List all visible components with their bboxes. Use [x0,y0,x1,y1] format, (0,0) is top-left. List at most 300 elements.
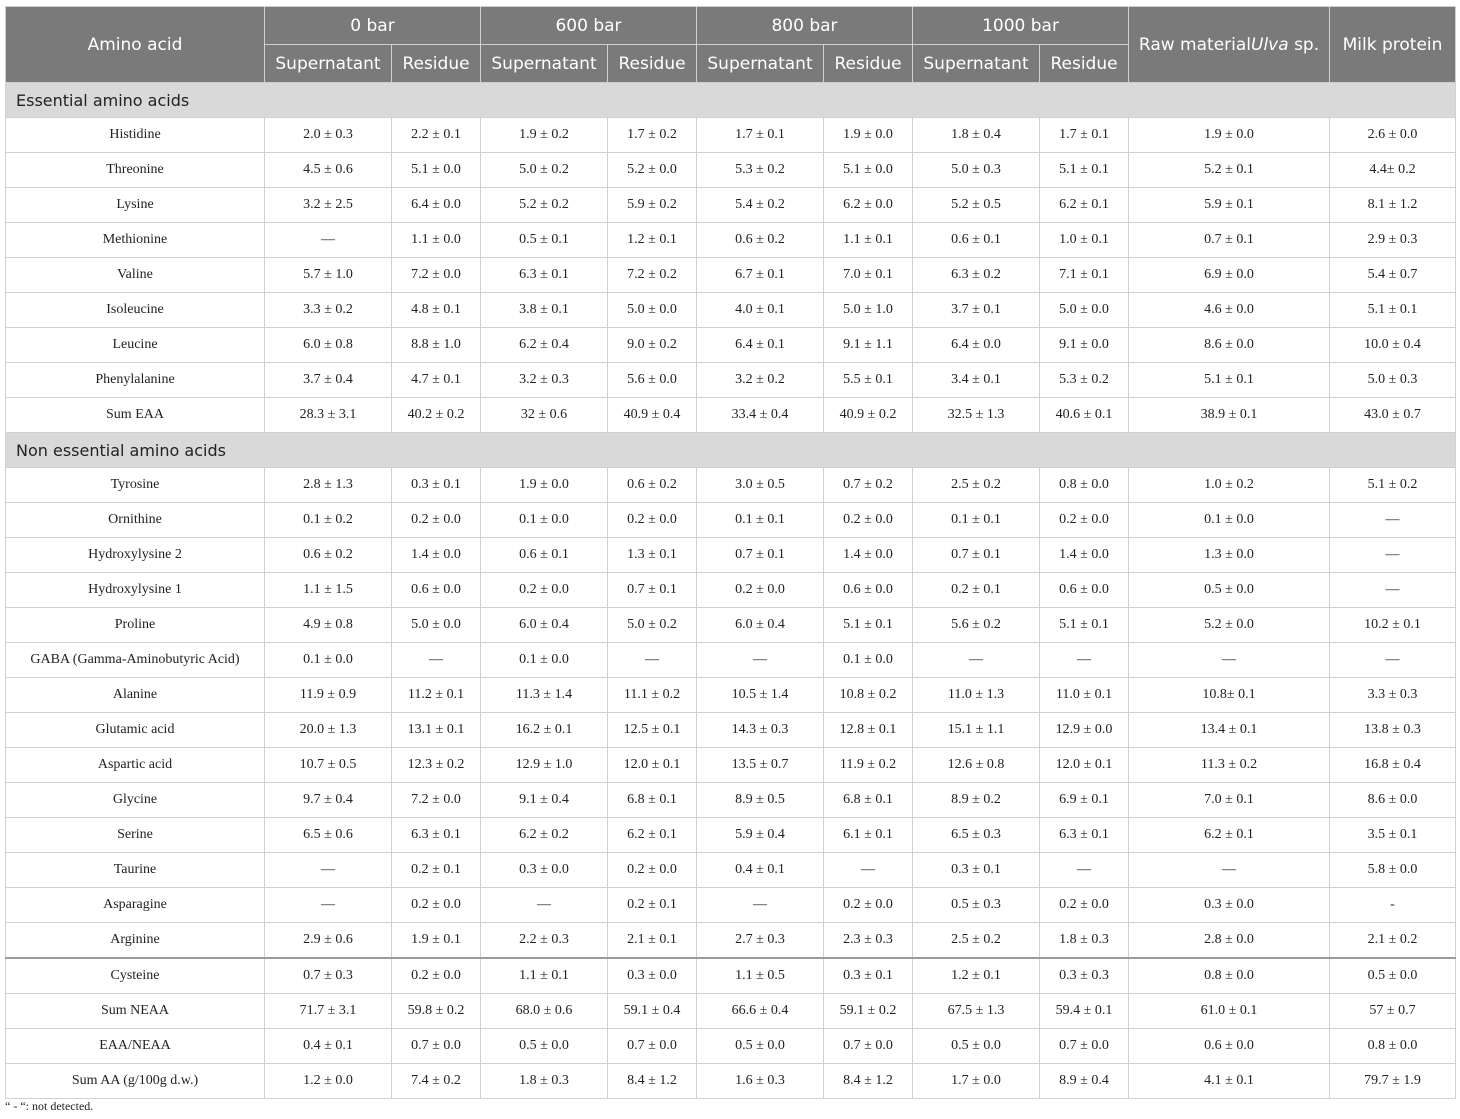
value-cell: 8.9 ± 0.2 [913,783,1040,818]
value-cell: 71.7 ± 3.1 [265,994,392,1029]
value-cell: 4.0 ± 0.1 [697,293,824,328]
value-cell: 14.3 ± 0.3 [697,713,824,748]
value-cell: — [824,853,913,888]
value-cell: 20.0 ± 1.3 [265,713,392,748]
value-cell: 6.0 ± 0.4 [481,608,608,643]
value-cell: 2.6 ± 0.0 [1330,118,1456,153]
amino-acid-name-cell: Asparagine [6,888,265,923]
value-cell: 5.3 ± 0.2 [1040,363,1129,398]
value-cell: 11.2 ± 0.1 [392,678,481,713]
value-cell: 13.1 ± 0.1 [392,713,481,748]
amino-acid-name-cell: Isoleucine [6,293,265,328]
value-cell: 10.0 ± 0.4 [1330,328,1456,363]
header-supernatant: Supernatant [913,45,1040,83]
value-cell: 0.7 ± 0.1 [1129,223,1330,258]
value-cell: 0.7 ± 0.2 [824,468,913,503]
value-cell: 6.2 ± 0.1 [1129,818,1330,853]
value-cell: 0.6 ± 0.0 [824,573,913,608]
value-cell: 0.1 ± 0.0 [1129,503,1330,538]
value-cell: 6.2 ± 0.0 [824,188,913,223]
table-row [6,888,1456,923]
value-cell: 2.5 ± 0.2 [913,468,1040,503]
value-cell: 13.4 ± 0.1 [1129,713,1330,748]
amino-acid-name-cell: EAA/NEAA [6,1029,265,1064]
amino-acid-name-cell: Sum EAA [6,398,265,433]
value-cell: 7.0 ± 0.1 [824,258,913,293]
value-cell: 2.3 ± 0.3 [824,923,913,959]
value-cell: 2.0 ± 0.3 [265,118,392,153]
value-cell: 11.3 ± 0.2 [1129,748,1330,783]
value-cell: 11.9 ± 0.9 [265,678,392,713]
value-cell: 0.2 ± 0.0 [392,958,481,994]
value-cell: 79.7 ± 1.9 [1330,1064,1456,1099]
value-cell: 5.6 ± 0.2 [913,608,1040,643]
value-cell: — [913,643,1040,678]
value-cell: 5.1 ± 0.0 [824,153,913,188]
value-cell: 5.2 ± 0.5 [913,188,1040,223]
value-cell: 5.2 ± 0.1 [1129,153,1330,188]
amino-acid-name-cell: Hydroxylysine 2 [6,538,265,573]
value-cell: 3.7 ± 0.4 [265,363,392,398]
value-cell: 0.2 ± 0.1 [392,853,481,888]
value-cell: 9.1 ± 0.4 [481,783,608,818]
value-cell: 5.1 ± 0.1 [1040,153,1129,188]
value-cell: 13.5 ± 0.7 [697,748,824,783]
value-cell: 6.7 ± 0.1 [697,258,824,293]
value-cell: 5.4 ± 0.7 [1330,258,1456,293]
value-cell: 0.5 ± 0.0 [481,1029,608,1064]
value-cell: 0.5 ± 0.3 [913,888,1040,923]
value-cell: 0.4 ± 0.1 [265,1029,392,1064]
value-cell: 4.8 ± 0.1 [392,293,481,328]
value-cell: 1.9 ± 0.0 [481,468,608,503]
value-cell: 0.2 ± 0.0 [608,853,697,888]
value-cell: 10.7 ± 0.5 [265,748,392,783]
value-cell: 5.0 ± 1.0 [824,293,913,328]
value-cell: 7.0 ± 0.1 [1129,783,1330,818]
value-cell: 7.4 ± 0.2 [392,1064,481,1099]
value-cell: 8.4 ± 1.2 [824,1064,913,1099]
table-row [6,398,1456,433]
value-cell: 3.2 ± 2.5 [265,188,392,223]
value-cell: 9.1 ± 0.0 [1040,328,1129,363]
value-cell: 1.8 ± 0.3 [481,1064,608,1099]
header-raw-genus: Ulva [1251,34,1289,55]
value-cell: 6.4 ± 0.0 [913,328,1040,363]
value-cell: 59.1 ± 0.2 [824,994,913,1029]
value-cell: 1.9 ± 0.1 [392,923,481,959]
header-residue: Residue [1040,45,1129,83]
value-cell: 6.9 ± 0.1 [1040,783,1129,818]
amino-acid-name-cell: Proline [6,608,265,643]
value-cell: 2.1 ± 0.2 [1330,923,1456,959]
value-cell: — [1129,853,1330,888]
value-cell: 1.9 ± 0.0 [824,118,913,153]
value-cell: 16.2 ± 0.1 [481,713,608,748]
value-cell: 66.6 ± 0.4 [697,994,824,1029]
header-residue: Residue [824,45,913,83]
header-supernatant: Supernatant [481,45,608,83]
value-cell: 6.3 ± 0.1 [392,818,481,853]
value-cell: 3.2 ± 0.3 [481,363,608,398]
value-cell: 61.0 ± 0.1 [1129,994,1330,1029]
value-cell: 12.6 ± 0.8 [913,748,1040,783]
value-cell: 5.2 ± 0.2 [481,188,608,223]
value-cell: 6.9 ± 0.0 [1129,258,1330,293]
value-cell: 10.8± 0.1 [1129,678,1330,713]
value-cell: 11.0 ± 1.3 [913,678,1040,713]
value-cell: 12.9 ± 0.0 [1040,713,1129,748]
value-cell: 12.0 ± 0.1 [608,748,697,783]
value-cell: 0.1 ± 0.0 [481,503,608,538]
value-cell: 4.4± 0.2 [1330,153,1456,188]
value-cell: 0.5 ± 0.0 [697,1029,824,1064]
value-cell: 5.1 ± 0.1 [824,608,913,643]
value-cell: 7.2 ± 0.0 [392,258,481,293]
value-cell: 1.6 ± 0.3 [697,1064,824,1099]
header-raw-suffix: sp. [1288,34,1320,55]
value-cell: 0.2 ± 0.0 [824,888,913,923]
value-cell: 0.7 ± 0.0 [824,1029,913,1064]
value-cell: 0.8 ± 0.0 [1330,1029,1456,1064]
value-cell: 12.8 ± 0.1 [824,713,913,748]
amino-acid-table-container [5,6,1455,1099]
value-cell: 0.2 ± 0.0 [481,573,608,608]
value-cell: 0.2 ± 0.0 [1040,503,1129,538]
value-cell: 15.1 ± 1.1 [913,713,1040,748]
value-cell: 6.5 ± 0.3 [913,818,1040,853]
value-cell: — [481,888,608,923]
value-cell: — [1330,573,1456,608]
table-body [6,83,1456,1099]
table-row [6,258,1456,293]
value-cell: 0.1 ± 0.1 [913,503,1040,538]
value-cell: 0.5 ± 0.1 [481,223,608,258]
table-row [6,713,1456,748]
value-cell: — [608,643,697,678]
value-cell: 10.2 ± 0.1 [1330,608,1456,643]
value-cell: 40.2 ± 0.2 [392,398,481,433]
table-row [6,853,1456,888]
value-cell: 2.2 ± 0.1 [392,118,481,153]
value-cell: 3.8 ± 0.1 [481,293,608,328]
header-supernatant: Supernatant [265,45,392,83]
value-cell: 5.0 ± 0.0 [1040,293,1129,328]
value-cell: 6.2 ± 0.2 [481,818,608,853]
table-row [6,538,1456,573]
table-row [6,188,1456,223]
value-cell: 12.3 ± 0.2 [392,748,481,783]
value-cell: 3.7 ± 0.1 [913,293,1040,328]
header-0-bar: 0 bar [265,7,481,45]
amino-acid-name-cell: Tyrosine [6,468,265,503]
value-cell: — [265,853,392,888]
value-cell: 4.9 ± 0.8 [265,608,392,643]
table-row [6,1029,1456,1064]
value-cell: 32 ± 0.6 [481,398,608,433]
value-cell: 6.5 ± 0.6 [265,818,392,853]
value-cell: 6.0 ± 0.4 [697,608,824,643]
value-cell: 0.8 ± 0.0 [1129,958,1330,994]
value-cell: 0.3 ± 0.0 [1129,888,1330,923]
amino-acid-name-cell: Histidine [6,118,265,153]
value-cell: 7.2 ± 0.0 [392,783,481,818]
value-cell: 0.3 ± 0.1 [824,958,913,994]
value-cell: 1.9 ± 0.0 [1129,118,1330,153]
header-raw-prefix: Raw material [1138,34,1252,55]
value-cell: 59.1 ± 0.4 [608,994,697,1029]
value-cell: 0.7 ± 0.0 [392,1029,481,1064]
value-cell: 67.5 ± 1.3 [913,994,1040,1029]
header-800-bar: 800 bar [697,7,913,45]
amino-acid-name-cell: Cysteine [6,958,265,994]
value-cell: 2.8 ± 0.0 [1129,923,1330,959]
value-cell: 0.1 ± 0.0 [481,643,608,678]
value-cell: 2.1 ± 0.1 [608,923,697,959]
value-cell: 8.9 ± 0.4 [1040,1064,1129,1099]
value-cell: 0.3 ± 0.1 [392,468,481,503]
value-cell: 2.5 ± 0.2 [913,923,1040,959]
amino-acid-name-cell: Lysine [6,188,265,223]
value-cell: 5.5 ± 0.1 [824,363,913,398]
value-cell: 11.1 ± 0.2 [608,678,697,713]
value-cell: 1.7 ± 0.2 [608,118,697,153]
value-cell: 3.0 ± 0.5 [697,468,824,503]
table-row [6,994,1456,1029]
value-cell: 2.8 ± 1.3 [265,468,392,503]
value-cell: 5.1 ± 0.1 [1040,608,1129,643]
value-cell: 2.2 ± 0.3 [481,923,608,959]
value-cell: 5.0 ± 0.2 [608,608,697,643]
amino-acid-name-cell: Ornithine [6,503,265,538]
value-cell: 5.9 ± 0.4 [697,818,824,853]
value-cell: — [1129,643,1330,678]
value-cell: 6.8 ± 0.1 [608,783,697,818]
amino-acid-name-cell: Phenylalanine [6,363,265,398]
amino-acid-name-cell: GABA (Gamma-Aminobutyric Acid) [6,643,265,678]
value-cell: — [697,888,824,923]
value-cell: 1.3 ± 0.1 [608,538,697,573]
value-cell: 5.0 ± 0.3 [1330,363,1456,398]
table-row [6,293,1456,328]
value-cell: 0.7 ± 0.1 [913,538,1040,573]
header-raw-material [1129,7,1330,83]
amino-acid-name-cell: Valine [6,258,265,293]
value-cell: 8.4 ± 1.2 [608,1064,697,1099]
table-row [6,118,1456,153]
value-cell: 57 ± 0.7 [1330,994,1456,1029]
value-cell: 28.3 ± 3.1 [265,398,392,433]
value-cell: 0.2 ± 0.0 [1040,888,1129,923]
value-cell: 1.7 ± 0.0 [913,1064,1040,1099]
value-cell: 32.5 ± 1.3 [913,398,1040,433]
value-cell: 0.6 ± 0.0 [1040,573,1129,608]
amino-acid-name-cell: Hydroxylysine 1 [6,573,265,608]
value-cell: 0.2 ± 0.0 [697,573,824,608]
value-cell: 5.9 ± 0.1 [1129,188,1330,223]
value-cell: 40.9 ± 0.4 [608,398,697,433]
value-cell: 5.8 ± 0.0 [1330,853,1456,888]
table-row [6,1064,1456,1099]
value-cell: 5.0 ± 0.0 [608,293,697,328]
value-cell: 0.7 ± 0.3 [265,958,392,994]
value-cell: 0.8 ± 0.0 [1040,468,1129,503]
value-cell: 3.3 ± 0.2 [265,293,392,328]
amino-acid-name-cell: Glycine [6,783,265,818]
value-cell: 5.1 ± 0.1 [1330,293,1456,328]
amino-acid-name-cell: Aspartic acid [6,748,265,783]
value-cell: 0.1 ± 0.0 [265,643,392,678]
value-cell: 6.8 ± 0.1 [824,783,913,818]
value-cell: 7.1 ± 0.1 [1040,258,1129,293]
value-cell: 12.5 ± 0.1 [608,713,697,748]
value-cell: 3.2 ± 0.2 [697,363,824,398]
value-cell: 1.4 ± 0.0 [1040,538,1129,573]
value-cell: 6.2 ± 0.1 [1040,188,1129,223]
table-row [6,818,1456,853]
header-600-bar: 600 bar [481,7,697,45]
value-cell: 0.4 ± 0.1 [697,853,824,888]
value-cell: 1.8 ± 0.3 [1040,923,1129,959]
value-cell: 0.5 ± 0.0 [1330,958,1456,994]
amino-acid-name-cell: Leucine [6,328,265,363]
header-residue: Residue [608,45,697,83]
value-cell: 0.6 ± 0.0 [1129,1029,1330,1064]
table-header [6,7,1456,83]
amino-acid-name-cell: Serine [6,818,265,853]
amino-acid-name-cell: Glutamic acid [6,713,265,748]
value-cell: 1.9 ± 0.2 [481,118,608,153]
value-cell: 0.5 ± 0.0 [913,1029,1040,1064]
value-cell: 0.6 ± 0.1 [481,538,608,573]
value-cell: — [392,643,481,678]
value-cell: 59.4 ± 0.1 [1040,994,1129,1029]
value-cell: 12.9 ± 1.0 [481,748,608,783]
value-cell: 6.1 ± 0.1 [824,818,913,853]
value-cell: 0.2 ± 0.0 [824,503,913,538]
value-cell: 0.1 ± 0.0 [824,643,913,678]
value-cell: 1.3 ± 0.0 [1129,538,1330,573]
value-cell: 16.8 ± 0.4 [1330,748,1456,783]
value-cell: 9.7 ± 0.4 [265,783,392,818]
table-row [6,783,1456,818]
value-cell: 1.4 ± 0.0 [824,538,913,573]
table-row [6,678,1456,713]
value-cell: 1.0 ± 0.2 [1129,468,1330,503]
table-row [6,503,1456,538]
value-cell: 33.4 ± 0.4 [697,398,824,433]
value-cell: 6.3 ± 0.2 [913,258,1040,293]
value-cell: 13.8 ± 0.3 [1330,713,1456,748]
value-cell: 0.1 ± 0.1 [697,503,824,538]
value-cell: 6.2 ± 0.1 [608,818,697,853]
value-cell: 11.0 ± 0.1 [1040,678,1129,713]
table-row [6,608,1456,643]
value-cell: 8.9 ± 0.5 [697,783,824,818]
value-cell: 3.5 ± 0.1 [1330,818,1456,853]
amino-acid-name-cell: Arginine [6,923,265,959]
value-cell: 1.1 ± 0.5 [697,958,824,994]
value-cell: 0.3 ± 0.0 [481,853,608,888]
value-cell: 38.9 ± 0.1 [1129,398,1330,433]
value-cell: 3.4 ± 0.1 [913,363,1040,398]
value-cell: 5.0 ± 0.3 [913,153,1040,188]
value-cell: 9.0 ± 0.2 [608,328,697,363]
value-cell: 5.6 ± 0.0 [608,363,697,398]
value-cell: 4.6 ± 0.0 [1129,293,1330,328]
value-cell: 5.0 ± 0.2 [481,153,608,188]
value-cell: 0.6 ± 0.0 [392,573,481,608]
header-supernatant: Supernatant [697,45,824,83]
value-cell: 6.0 ± 0.8 [265,328,392,363]
value-cell: 2.9 ± 0.3 [1330,223,1456,258]
value-cell: 1.7 ± 0.1 [697,118,824,153]
value-cell: 0.3 ± 0.1 [913,853,1040,888]
table-row [6,223,1456,258]
value-cell: 5.0 ± 0.0 [392,608,481,643]
value-cell: 1.2 ± 0.1 [608,223,697,258]
value-cell: — [1330,538,1456,573]
value-cell: 5.2 ± 0.0 [608,153,697,188]
value-cell: 0.5 ± 0.0 [1129,573,1330,608]
footnote: “ - “: not detected. [5,1099,94,1113]
value-cell: 5.9 ± 0.2 [608,188,697,223]
section-essential: Essential amino acids [6,83,1456,118]
value-cell: 0.6 ± 0.2 [265,538,392,573]
value-cell: 6.4 ± 0.1 [697,328,824,363]
header-residue: Residue [392,45,481,83]
value-cell: 11.9 ± 0.2 [824,748,913,783]
value-cell: 1.0 ± 0.1 [1040,223,1129,258]
header-amino-acid: Amino acid [6,7,265,83]
value-cell: 0.2 ± 0.0 [392,888,481,923]
value-cell: 6.4 ± 0.0 [392,188,481,223]
value-cell: 5.2 ± 0.0 [1129,608,1330,643]
value-cell: 7.2 ± 0.2 [608,258,697,293]
value-cell: 12.0 ± 0.1 [1040,748,1129,783]
value-cell: 10.8 ± 0.2 [824,678,913,713]
value-cell: 4.1 ± 0.1 [1129,1064,1330,1099]
value-cell: 0.1 ± 0.2 [265,503,392,538]
value-cell: 0.6 ± 0.2 [608,468,697,503]
value-cell: 0.7 ± 0.0 [608,1029,697,1064]
value-cell: 9.1 ± 1.1 [824,328,913,363]
value-cell: 0.2 ± 0.0 [608,503,697,538]
amino-acid-name-cell: Sum AA (g/100g d.w.) [6,1064,265,1099]
value-cell: 5.3 ± 0.2 [697,153,824,188]
value-cell: 2.9 ± 0.6 [265,923,392,959]
table-row [6,958,1456,994]
value-cell: 1.1 ± 0.1 [824,223,913,258]
value-cell: — [1330,643,1456,678]
value-cell: 1.1 ± 0.0 [392,223,481,258]
value-cell: 11.3 ± 1.4 [481,678,608,713]
value-cell: 6.2 ± 0.4 [481,328,608,363]
value-cell: 8.8 ± 1.0 [392,328,481,363]
value-cell: 4.5 ± 0.6 [265,153,392,188]
amino-acid-name-cell: Sum NEAA [6,994,265,1029]
value-cell: 2.7 ± 0.3 [697,923,824,959]
value-cell: 0.7 ± 0.1 [697,538,824,573]
value-cell: 8.1 ± 1.2 [1330,188,1456,223]
header-milk-protein: Milk protein [1330,7,1456,83]
section-row [6,433,1456,468]
amino-acid-name-cell: Methionine [6,223,265,258]
value-cell: 0.3 ± 0.3 [1040,958,1129,994]
table-row [6,468,1456,503]
table-row [6,923,1456,959]
value-cell: 0.2 ± 0.0 [392,503,481,538]
